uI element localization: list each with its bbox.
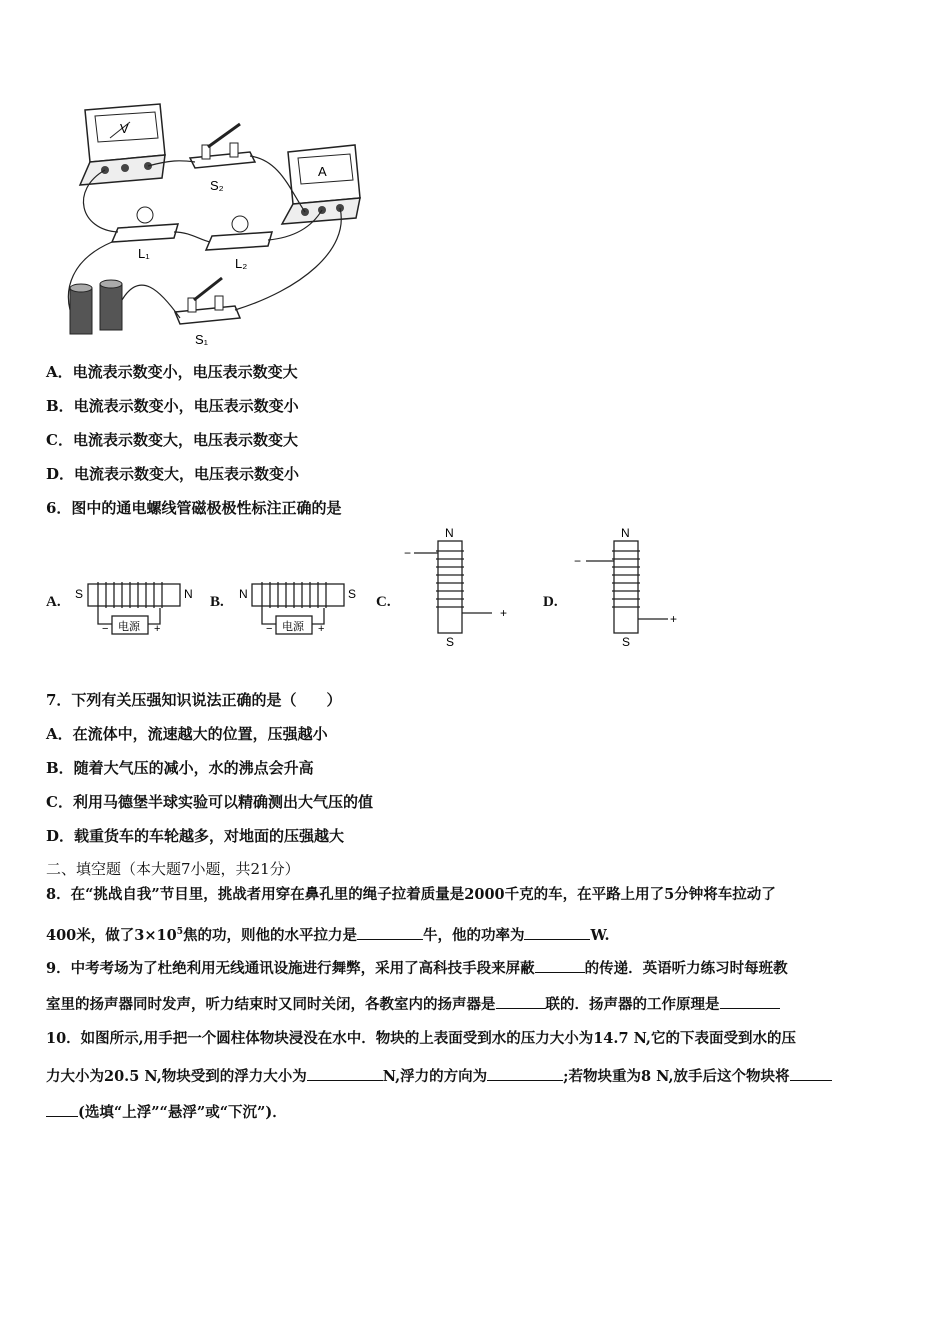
voltmeter-label: V [120, 121, 129, 136]
solenoid-a-power: 电源 [118, 621, 140, 633]
q7-option-c: C．利用马德堡半球实验可以精确测出大气压的值 [46, 793, 373, 811]
q10-blank-1 [307, 1066, 383, 1081]
q7-option-d: D．载重货车的车轮越多，对地面的压强越大 [46, 827, 345, 845]
solenoid-b-right-pole: S [348, 587, 357, 601]
battery [70, 280, 122, 334]
q8-blank-1 [357, 925, 423, 940]
q6-option-c-label: C. [376, 594, 391, 610]
solenoid-a-right-pole: N [184, 587, 193, 601]
solenoid-a-left-pole: S [75, 587, 84, 601]
q5-option-c: C．电流表示数变大，电压表示数变大 [46, 431, 298, 449]
solenoid-d-minus: − [574, 554, 582, 568]
q8-blank-2 [524, 925, 590, 940]
solenoid-d-top-pole: N [621, 526, 630, 540]
q8-line2: 400米，做了$3\times 10^5$焦的功，则他的水平拉力是 牛，他的功率为 W. [46, 926, 610, 944]
solenoid-b-minus: − [266, 623, 273, 635]
section-2-heading: 二、填空题（本大题7小题，共21分） [46, 860, 300, 878]
l2-label: L₂ [235, 256, 248, 271]
solenoid-c-plus: + [500, 606, 508, 620]
solenoid-a-minus: − [102, 623, 109, 635]
q6-stem: 6．图中的通电螺线管磁极极性标注正确的是 [46, 499, 342, 517]
solenoid-b-power: 电源 [282, 621, 304, 633]
l1-label: L₁ [138, 246, 150, 261]
q10-line2: 力大小为20.5 N,物块受到的浮力大小为 N,浮力的方向为 ;若物块重为8 N,放手后这个物块将 [46, 1066, 832, 1087]
q7-stem: 7．下列有关压强知识说法正确的是（ ） [46, 691, 342, 709]
q6-option-a-label: A. [46, 594, 61, 610]
solenoid-a [72, 580, 202, 650]
solenoid-b-left-pole: N [239, 587, 248, 601]
q9-blank-1 [535, 958, 585, 973]
q9-line2: 室里的扬声器同时发声，听力结束时又同时关闭，各教室内的扬声器是 联的．扬声器的工作原理是 [46, 994, 780, 1015]
solenoid-c [400, 525, 520, 650]
s1-label: S₁ [195, 332, 209, 347]
solenoid-d-bottom-pole: S [622, 635, 631, 649]
solenoid-b-plus: + [318, 623, 325, 635]
q9-blank-3 [720, 994, 780, 1009]
lamp-l1 [112, 207, 178, 261]
q8-line1: 8．在“挑战自我”节目里，挑战者用穿在鼻孔里的绳子拉着质量是2000千克的车，在平路上用了5分钟将车拉动了 [46, 886, 776, 903]
q10-blank-2 [487, 1066, 563, 1081]
voltmeter [80, 104, 165, 185]
q10-blank-3-cont [46, 1102, 78, 1117]
q5-option-b: B．电流表示数变小，电压表示数变小 [46, 397, 299, 415]
q9-line1: 9．中考考场为了杜绝利用无线通讯设施进行舞弊，采用了高科技手段来屏蔽 的传递．英语听力练习时每班教 [46, 960, 788, 977]
q5-option-a: A．电流表示数变小，电压表示数变大 [46, 363, 298, 381]
q9-blank-2 [496, 994, 546, 1009]
s2-label: S₂ [210, 178, 224, 193]
switch-s1 [175, 278, 240, 347]
solenoid-d-plus: + [670, 612, 678, 626]
lamp-l2 [206, 216, 272, 271]
q6-option-b-label: B. [210, 594, 224, 610]
solenoid-b [236, 580, 366, 650]
q5-option-d: D．电流表示数变大，电压表示数变小 [46, 465, 300, 483]
solenoid-d [570, 525, 690, 650]
q10-line3: (选填“上浮”“悬浮”或“下沉”)． [46, 1102, 287, 1123]
solenoid-a-plus: + [154, 623, 161, 635]
q10-blank-3 [790, 1066, 832, 1081]
q7-option-b: B．随着大气压的减小，水的沸点会升高 [46, 759, 314, 777]
q6-option-d-label: D. [543, 594, 558, 610]
switch-s2 [190, 124, 255, 193]
q7-option-a: A．在流体中，流速越大的位置，压强越小 [46, 725, 328, 743]
q10-line1: 10．如图所示,用手把一个圆柱体物块浸没在水中．物块的上表面受到水的压力大小为14.7 N,它的下表面受到水的压 [46, 1030, 796, 1047]
solenoid-c-top-pole: N [445, 526, 454, 540]
ammeter-label: A [318, 164, 327, 179]
solenoid-c-bottom-pole: S [446, 635, 455, 649]
circuit-diagram [50, 100, 380, 350]
solenoid-c-minus: − [404, 546, 412, 560]
